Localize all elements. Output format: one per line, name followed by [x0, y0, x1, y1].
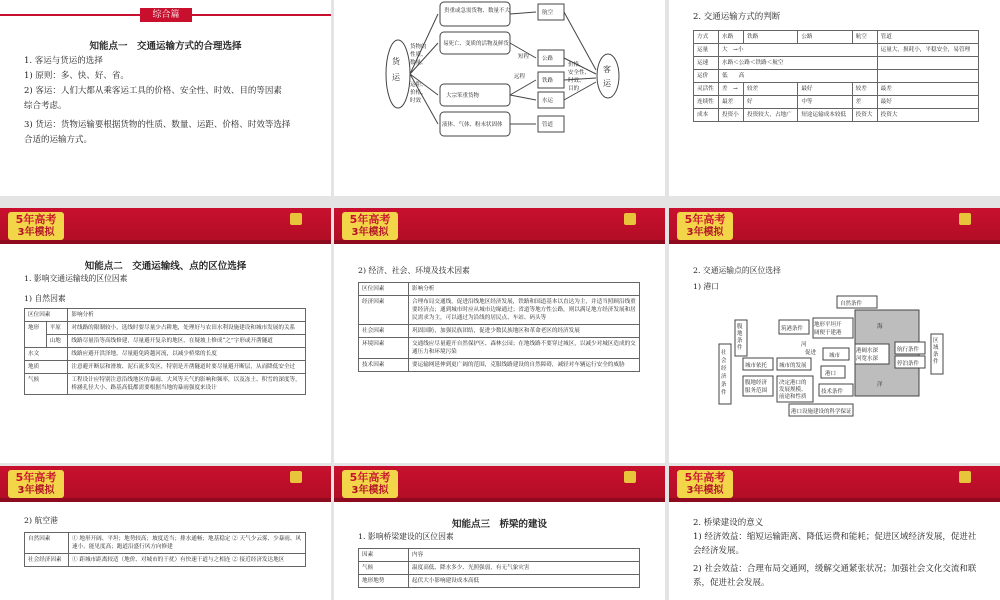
natural-factors-table: [24, 308, 306, 395]
slide-1[interactable]: [0, 0, 331, 196]
table-row: 自然因素 ① 地形开阔、平坦；地势较高；坡度适当；排水通畅；地基稳定 ② 天气少云雾、少暴雨、风速小、能见度高；跑道沿盛行风方向修建: [25, 533, 306, 554]
goods-3: 大宗笨重货物: [446, 93, 480, 99]
table-row: 灵活性 差 → 较差 最好 较差 最差: [694, 83, 979, 96]
short-distance: 短程: [518, 54, 530, 60]
brand-band: [0, 208, 331, 244]
brand-logo: 5年高考 3年模拟: [677, 470, 733, 498]
table-header: 方式 水路 铁路 公路 航空 管道: [694, 31, 979, 44]
table-row: 社会因素 巩固国防，加强民族团结，促进少数民族地区和革命老区的经济发展: [359, 325, 640, 338]
svg-text:地: 地: [737, 331, 743, 337]
svg-text:件: 件: [721, 390, 727, 396]
svg-text:地形平坦开: 地形平坦开: [814, 322, 842, 328]
badge-icon: [959, 471, 971, 483]
brand-logo: 5年高考 3年模拟: [342, 212, 398, 240]
passenger-label-1: 客: [603, 65, 611, 74]
slide-title: 2) 航空港: [24, 516, 58, 525]
svg-text:件: 件: [933, 359, 939, 365]
svg-text:发展规模、: 发展规模、: [779, 387, 807, 393]
svg-text:洋: 洋: [877, 382, 883, 388]
table-row: 成本 投资小 投资较大，占地广 短途运输成本较低 投资大 投资大: [694, 109, 979, 122]
slide-title: 2. 交通运输点的区位选择: [693, 266, 781, 275]
svg-text:数量、: 数量、: [410, 60, 427, 66]
line-3: 2) 客运：人们大都从乘客运工具的价格、安全性、时效、目的等因素: [24, 86, 282, 96]
slide-3[interactable]: [669, 0, 1000, 196]
svg-text:航行条件: 航行条件: [897, 347, 920, 353]
table-row: 运量 大 →小 运量大，损耗小，平稳安全，易管理: [694, 44, 979, 57]
svg-text:决定港口的: 决定港口的: [779, 380, 807, 386]
svg-text:区: 区: [933, 338, 939, 344]
svg-text:性质、: 性质、: [410, 52, 427, 58]
svg-text:目的: 目的: [568, 86, 580, 92]
slide-8[interactable]: [334, 466, 665, 600]
slide-title: 知能点三 桥梁的建设: [451, 519, 547, 530]
sub-heading: 1) 港口: [693, 282, 720, 291]
table-row: 山地 线路尽量沿等高线修建，尽量避开复杂的地区，在疑坡上修成“之”字形或开凿隧道: [25, 335, 306, 348]
transport-choice-diagram: [334, 0, 665, 196]
table-header: 因素 内容: [359, 549, 640, 562]
brand-logo: 5年高考 3年模拟: [342, 470, 398, 498]
svg-text:城市依托: 城市依托: [745, 363, 768, 369]
svg-text:社: 社: [721, 350, 727, 356]
slide-title: 2. 交通运输方式的判断: [693, 12, 781, 22]
table-row: 地质 注意避开断层和滑坡、泥石流多发区，特别是开凿隧道时要尽量避开断层，从而降低安全过: [25, 361, 306, 374]
svg-text:港口: 港口: [825, 371, 837, 377]
mode-pipe-label: 管道: [542, 122, 554, 128]
line-1: 2. 桥梁建设的意义: [693, 518, 764, 528]
svg-text:港阔水深: 港阔水深: [856, 348, 879, 354]
svg-text:经: 经: [721, 366, 727, 372]
brand-logo: 5年高考 3年模拟: [8, 470, 64, 498]
svg-text:促进: 促进: [805, 350, 817, 356]
table-row: 气候 温度高低、降水多少、光照强弱，有无气象灾害: [359, 562, 640, 575]
svg-text:港口设施建设的科学保证: 港口设施建设的科学保证: [791, 409, 852, 415]
goods-4: 液体、气体、粉末状固体: [442, 122, 503, 128]
mode-water-label: 水运: [542, 98, 554, 104]
table-row: 社会经济因素 ① 距城市距离较适（地价、对城市的干扰）有快速干道与之相连 ② 接近经济发达地区: [25, 554, 306, 567]
svg-text:运距、: 运距、: [410, 82, 427, 88]
passenger-attrs: 价格、: [568, 62, 585, 68]
svg-text:条: 条: [721, 382, 727, 388]
brand-band: [669, 466, 1000, 502]
svg-text:城市: 城市: [829, 353, 841, 359]
mode-rail-label: 铁路: [542, 78, 554, 84]
svg-text:阔便于建港: 阔便于建港: [814, 330, 842, 336]
svg-text:时效、: 时效、: [568, 78, 585, 84]
freight-label-1: 货: [392, 57, 400, 66]
svg-text:时效: 时效: [410, 98, 422, 104]
brand-logo: 5年高考 3年模拟: [8, 212, 64, 240]
goods-2: 易死亡、变质的活物及鲜货: [443, 41, 510, 47]
table-row: 地形地势 起伏大小影响建设成本高低: [359, 575, 640, 588]
slide-title: 2) 经济、社会、环境及技术因素: [358, 266, 470, 275]
long-distance: 远程: [514, 74, 526, 80]
badge-icon: [290, 213, 302, 225]
table-row: 运价 低 高: [694, 70, 979, 83]
table-row: 连续性 最差 好 中等 差 最好: [694, 96, 979, 109]
brand-band: [334, 208, 665, 244]
svg-text:腹: 腹: [737, 324, 743, 330]
svg-text:济: 济: [721, 374, 727, 380]
slide-title: 知能点二 交通运输线、点的区位选择: [84, 261, 247, 272]
svg-text:会: 会: [721, 358, 727, 364]
line-6: 合适的运输方式。: [24, 135, 93, 145]
slide-7[interactable]: [0, 466, 331, 600]
svg-text:筑港条件: 筑港条件: [781, 326, 804, 332]
brand-logo: 5年高考 3年模拟: [677, 212, 733, 240]
freight-label-2: 运: [392, 73, 400, 82]
airport-table: [24, 532, 306, 567]
svg-text:前途和性质: 前途和性质: [779, 394, 807, 400]
passenger-label-2: 运: [603, 79, 611, 88]
line-2: 1) 经济效益：缩短运输距离、降低运费和能耗；促进区域经济发展，促进社: [693, 532, 977, 542]
line-1: 1. 客运与货运的选择: [24, 56, 103, 66]
svg-text:河: 河: [801, 342, 807, 348]
badge-icon: [624, 213, 636, 225]
freight-attrs: 货物的: [410, 44, 427, 50]
brand-band: [0, 466, 331, 502]
slide-2[interactable]: [334, 0, 665, 196]
slide-9[interactable]: [669, 466, 1000, 600]
table-header: 区位因素 影响分析: [359, 283, 640, 296]
slide-6[interactable]: [669, 208, 1000, 463]
badge-icon: [290, 471, 302, 483]
sub-heading-2: 1) 自然因素: [24, 294, 66, 303]
table-row: 气候 工程设计应特别注意沿线地区的暴雨、大风等天气的影响和频率，以及冻土、积雪的深度等，桥涵孔径大小、路基高低都需要根据当地的暴雨强度来设计: [25, 374, 306, 395]
section-header: [0, 0, 331, 22]
svg-text:技术条件: 技术条件: [821, 389, 844, 395]
table-row: 地形 平原 对线路的限制较小，选线时要尽量少占耕地，处理好与农田水利设施建设和城市发展的关系: [25, 322, 306, 335]
table-row: 环境因素 交通线应尽量避开自然保护区、森林公园；在地线路不要穿过城区，以减少对城区造成的交通压力和环境污染: [359, 338, 640, 359]
section-tag: 综合篇: [140, 8, 192, 22]
svg-text:服务范围: 服务范围: [745, 388, 768, 394]
brand-band: [334, 466, 665, 502]
svg-text:河宽水深: 河宽水深: [856, 356, 879, 362]
economic-factors-table: [358, 282, 640, 372]
passenger-node: [597, 54, 619, 98]
svg-text:城市的发展: 城市的发展: [779, 363, 807, 369]
line-4: 2) 社会效益：合理布局交通网，缓解交通紧张状况；加强社会文化交流和联: [693, 564, 977, 574]
bridge-factors-table: [358, 548, 640, 588]
line-5: 3) 货运：货物运输要根据货物的性质、数量、运距、价格、时效等选择: [24, 120, 291, 130]
sub-heading: 1. 影响交通运输线的区位因素: [24, 274, 128, 283]
table-header: 区位因素 影响分析: [25, 309, 306, 322]
transport-compare-table: [693, 30, 979, 122]
svg-text:条: 条: [933, 352, 939, 358]
svg-text:件: 件: [737, 345, 743, 351]
svg-text:自然条件: 自然条件: [840, 301, 863, 307]
line-4: 综合考虑。: [24, 101, 67, 111]
slide-4[interactable]: [0, 208, 331, 463]
svg-text:腹地经济: 腹地经济: [745, 380, 768, 386]
mode-air-label: 航空: [542, 10, 554, 16]
badge-icon: [624, 471, 636, 483]
port-location-diagram: [669, 208, 1000, 463]
sub-heading: 1. 影响桥梁建设的区位因素: [358, 532, 454, 541]
line-3: 会经济发展。: [693, 546, 745, 556]
svg-text:域: 域: [933, 345, 939, 351]
svg-text:价格、: 价格、: [410, 90, 427, 96]
svg-text:停泊条件: 停泊条件: [897, 361, 920, 367]
slide-5[interactable]: [334, 208, 665, 463]
mode-road-label: 公路: [542, 56, 554, 62]
goods-box-1: [440, 2, 510, 26]
line-2: 1) 原则：多、快、好、省。: [24, 71, 129, 81]
table-row: 水文 线路应避开洪泽地，尽量避免跨越河流，以减少桥梁的长度: [25, 348, 306, 361]
svg-text:安全性、: 安全性、: [568, 70, 591, 76]
table-row: 运速 水路＜公路＜铁路＜航空: [694, 57, 979, 70]
table-row: 经济因素 合理布局交通线，促进沿线地区经济发展，铁路和国道基本以直达为主，并适当照顾沿线重要经济点；通到城市时应从城市边缘通过；省道等地方性公路，则以满足地方经济发展和居民需求为主，可以通过为沿线的居民点、车站、码头等: [359, 296, 640, 325]
svg-text:条: 条: [737, 338, 743, 344]
svg-text:海: 海: [877, 324, 883, 330]
goods-1: 贵重或急需货物、数量不大: [444, 8, 511, 14]
slide-title: 知能点一 交通运输方式的合理选择: [89, 41, 242, 52]
line-5: 系，促进社会发展。: [693, 578, 770, 588]
table-row: 技术因素 要运输网延伸到更广阔的范围，克服线路建设的自然障碍，减轻对车辆运行安全的威胁: [359, 359, 640, 372]
